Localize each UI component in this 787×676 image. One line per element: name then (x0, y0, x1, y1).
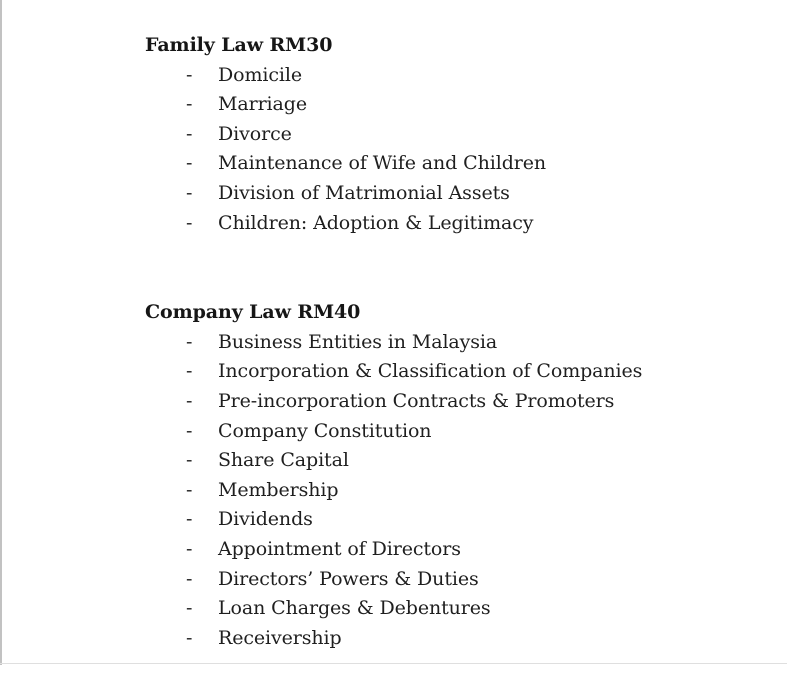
page-bottom-edge (0, 663, 787, 664)
dash-marker: - (186, 63, 193, 86)
dash-marker: - (186, 419, 193, 442)
dash-marker: - (186, 537, 193, 560)
dash-marker: - (186, 567, 193, 590)
dash-marker: - (186, 626, 193, 649)
topic-text: Appointment of Directors (218, 537, 461, 560)
topic-item (145, 565, 705, 595)
topic-item (145, 179, 705, 209)
topic-item (145, 328, 705, 358)
page-left-edge (0, 0, 2, 665)
topic-text: Incorporation & Classification of Companies (218, 360, 643, 383)
topic-text: Domicile (218, 63, 303, 86)
document-page (145, 31, 705, 653)
dash-marker: - (186, 508, 193, 531)
section (145, 31, 705, 238)
topic-item (145, 90, 705, 120)
topic-list (145, 61, 705, 239)
dash-marker: - (186, 597, 193, 620)
topic-text: Pre-incorporation Contracts & Promoters (218, 389, 615, 412)
dash-marker: - (186, 449, 193, 472)
topic-item (145, 476, 705, 506)
topic-item (145, 624, 705, 654)
dash-marker: - (186, 330, 193, 353)
dash-marker: - (186, 152, 193, 175)
topic-item (145, 446, 705, 476)
dash-marker: - (186, 360, 193, 383)
section (145, 298, 705, 653)
topic-text: Division of Matrimonial Assets (218, 181, 510, 204)
topic-item (145, 505, 705, 535)
topic-text: Maintenance of Wife and Children (218, 152, 547, 175)
topic-text: Membership (218, 478, 339, 501)
topic-text: Business Entities in Malaysia (218, 330, 498, 353)
topic-list (145, 328, 705, 654)
topic-text: Directors’ Powers & Duties (218, 567, 479, 590)
topic-item (145, 357, 705, 387)
topic-item (145, 149, 705, 179)
topic-text: Receivership (218, 626, 342, 649)
dash-marker: - (186, 93, 193, 116)
dash-marker: - (186, 478, 193, 501)
topic-item (145, 120, 705, 150)
topic-item (145, 594, 705, 624)
topic-text: Share Capital (218, 449, 349, 472)
topic-text: Divorce (218, 122, 292, 145)
topic-text: Marriage (218, 93, 307, 116)
dash-marker: - (186, 122, 193, 145)
dash-marker: - (186, 181, 193, 204)
topic-item (145, 417, 705, 447)
section-heading: Company Law RM40 (145, 301, 361, 324)
section-heading: Family Law RM30 (145, 34, 333, 56)
topic-item (145, 209, 705, 239)
topic-item (145, 535, 705, 565)
topic-item (145, 61, 705, 91)
topic-text: Dividends (218, 508, 313, 531)
topic-text: Loan Charges & Debentures (218, 597, 491, 620)
dash-marker: - (186, 211, 193, 234)
topic-item (145, 387, 705, 417)
dash-marker: - (186, 389, 193, 412)
topic-text: Children: Adoption & Legitimacy (218, 211, 534, 234)
topic-text: Company Constitution (218, 419, 432, 442)
